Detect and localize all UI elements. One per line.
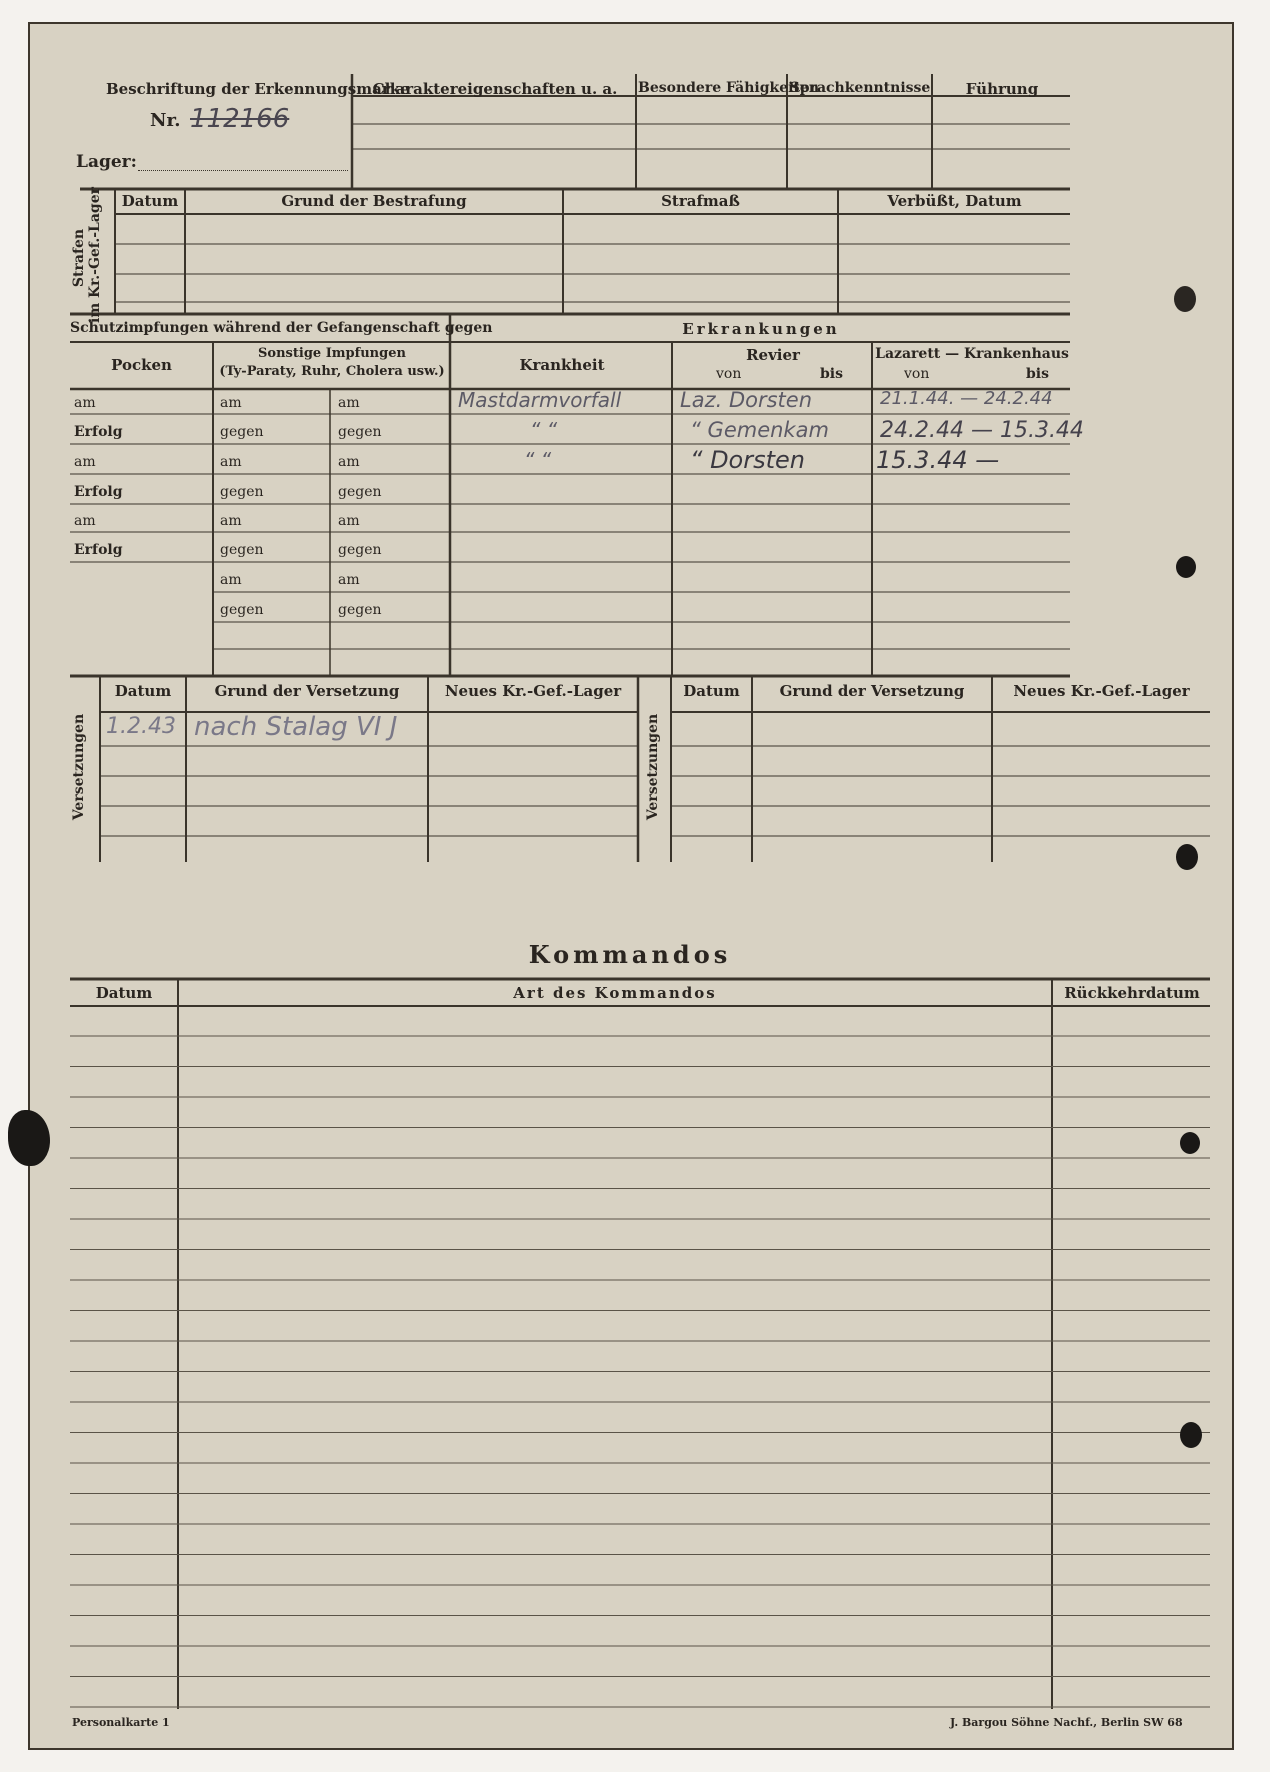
sonstige-row-label: gegen [338,602,382,618]
pocken-row-label: am [74,395,96,411]
sonstige-row-label: gegen [220,484,264,500]
personalkarte [28,22,1234,1750]
sonstige-row-label: gegen [220,542,264,558]
sonstige-row-label: gegen [338,542,382,558]
versetzung-grund: nach Stalag VI J [194,712,398,742]
pocken-row-label: am [74,454,96,470]
lager-field [138,170,348,171]
erkrankung-revier: Laz. Dorsten [680,388,812,412]
versetzungen-side-label: Versetzungen [71,713,87,821]
versetzung-grund-header-right: Grund der Versetzung [779,682,965,700]
header-fuehrung: Führung [965,80,1039,98]
erkrankung-dates: 15.3.44 — [876,446,1000,474]
pocken-row-label: Erfolg [74,542,123,558]
revier-bis-label: bis [820,366,843,382]
tag-nr-label: Nr. [150,110,181,131]
header-faehigkeiten: Besondere Fähigkeiten [638,80,820,96]
sonstige-row-label: am [220,454,242,470]
strafen-verbuesst-header: Verbüßt, Datum [887,192,1022,210]
kommandos-datum-header: Datum [95,984,153,1002]
punch-hole [1176,844,1198,870]
header-sprachkenntnisse: Sprachkenntnisse [789,80,931,96]
versetzung-datum-header-right: Datum [683,682,740,700]
footer-form-id: Personalkarte 1 [72,1716,170,1729]
lazarett-von-label: von [904,366,930,382]
revier-von-label: von [716,366,742,382]
erkrankung-krankheit: “ “ [524,448,552,472]
strafen-datum-header: Datum [121,192,179,210]
punch-hole [1176,556,1196,578]
lazarett-bis-label: bis [1026,366,1049,382]
tag-title: Beschriftung der Erkennungsmarke [106,80,410,98]
strafen-strafmass-header: Strafmaß [661,192,740,210]
form-ruling [30,24,1236,1752]
erkrankung-krankheit: Mastdarmvorfall [458,388,622,412]
erkrankung-krankheit: “ “ [530,418,558,442]
kommandos-art-header: Art des Kommandos [513,984,717,1002]
versetzung-datum-header: Datum [114,682,172,700]
sonstige-row-label: gegen [338,484,382,500]
sonstige-subheader: (Ty-Paraty, Ruhr, Cholera usw.) [219,364,445,379]
pocken-header: Pocken [111,356,172,374]
punch-hole [1180,1132,1200,1154]
versetzung-lager-header: Neues Kr.-Gef.-Lager [444,682,622,700]
sonstige-row-label: am [220,395,242,411]
erkrankungen-title: Erkrankungen [682,320,840,338]
sonstige-row-label: gegen [220,602,264,618]
punch-hole [1174,286,1196,312]
krankheit-header: Krankheit [519,356,605,374]
punch-hole [1180,1422,1202,1448]
pocken-row-label: Erfolg [74,424,123,440]
revier-header: Revier [746,346,800,364]
sonstige-row-label: am [220,513,242,529]
erkrankung-dates: 21.1.44. — 24.2.44 [880,388,1053,409]
sonstige-row-label: am [338,572,360,588]
kommandos-rueckkehr-header: Rückkehrdatum [1064,984,1200,1002]
erkrankung-dates: 24.2.44 — 15.3.44 [880,418,1084,443]
erkrankung-revier: “ Gemenkam [690,418,829,442]
impfungen-title: Schutzimpfungen während der Gefangenschaft gegen [70,320,493,336]
pocken-row-label: Erfolg [74,484,123,500]
sonstige-row-label: am [338,513,360,529]
versetzung-lager-header-right: Neues Kr.-Gef.-Lager [1013,682,1190,700]
sonstige-row-label: am [338,454,360,470]
sonstige-row-label: am [338,395,360,411]
lager-label: Lager: [76,152,137,172]
versetzung-datum: 1.2.43 [106,714,176,739]
sonstige-header: Sonstige Impfungen [258,346,406,361]
header-charakter: Charaktereigenschaften u. a. [372,80,618,98]
strafen-side-label: Strafen im Kr.-Gef.-Lager [71,186,103,323]
kommandos-title: Kommandos [528,940,732,969]
lazarett-header: Lazarett — Krankenhaus [875,346,1069,362]
sonstige-row-label: am [220,572,242,588]
footer-printer: J. Bargou Söhne Nachf., Berlin SW 68 [950,1716,1183,1729]
sonstige-row-label: gegen [220,424,264,440]
strafen-grund-header: Grund der Bestrafung [281,192,467,210]
erkrankung-revier: “ Dorsten [690,446,805,474]
sonstige-row-label: gegen [338,424,382,440]
versetzung-grund-header: Grund der Versetzung [214,682,400,700]
pocken-row-label: am [74,513,96,529]
tag-nr-value: 112166 [190,104,290,134]
versetzungen-side-label-right: Versetzungen [645,713,661,821]
